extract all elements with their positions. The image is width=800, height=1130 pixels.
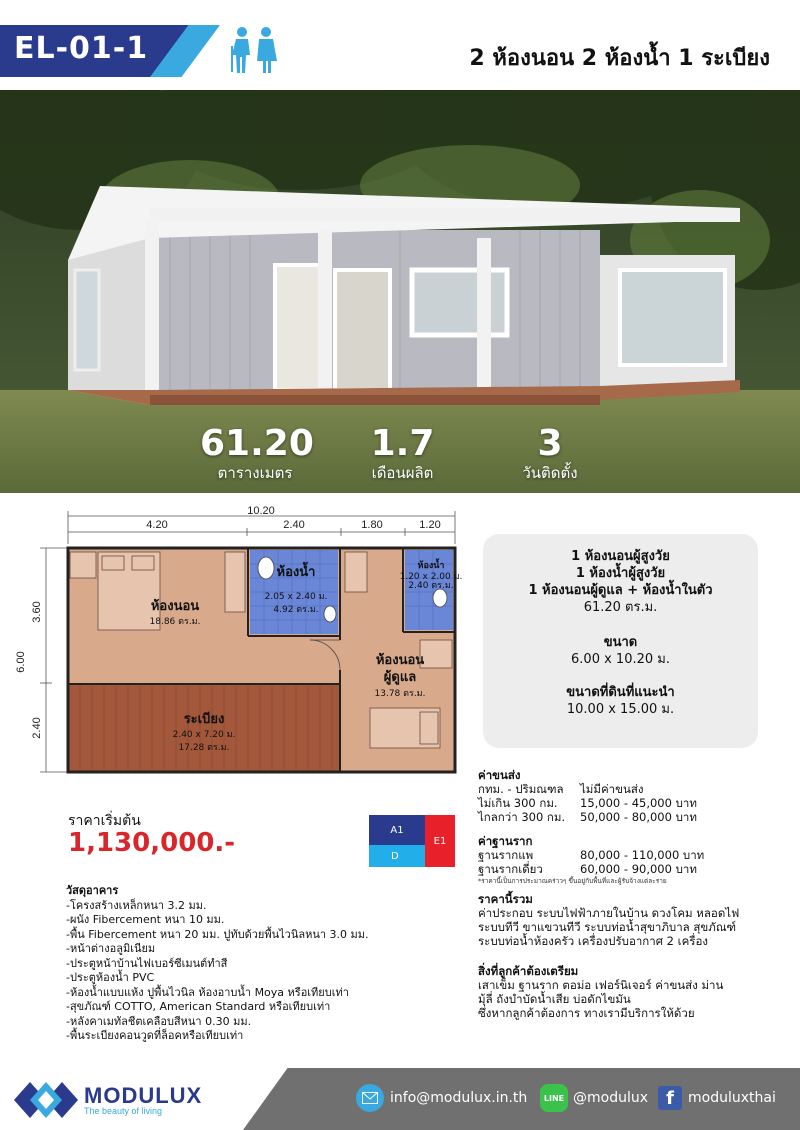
spec-size-value: 6.00 x 10.20 ม. <box>571 652 670 667</box>
shipping-row <box>478 796 788 810</box>
spec-line-2: 1 ห้องน้ำผู้สูงวัย <box>575 566 666 581</box>
shipping-zone: กทม. - ปริมณฑล <box>478 782 564 796</box>
spec-size-label: ขนาด <box>603 635 638 650</box>
dim-depth-1: 3.60 <box>31 601 43 623</box>
spec-line-1: 1 ห้องนอนผู้สูงวัย <box>571 549 670 564</box>
material-item: -ประตูหน้าบ้านไฟเบอร์ซีเมนต์ทำสี <box>66 956 228 970</box>
foundation-type: ฐานรากแพ <box>478 848 534 862</box>
shipping-zone: ไม่เกิน 300 กม. <box>478 796 558 810</box>
shipping-row <box>478 810 788 824</box>
material-item: -ประตูห้องน้ำ PVC <box>66 971 155 984</box>
room-bathroom-size: 2.05 x 2.40 ม. <box>264 592 328 602</box>
room-balcony-size: 2.40 x 7.20 ม. <box>172 730 236 740</box>
room-bedroom-name: ห้องนอน <box>150 599 200 614</box>
prep-line: เสาเข็ม ฐานราก ตอม่อ เฟอร์นิเจอร์ ค่าขนส่ง ม่าน <box>478 978 724 992</box>
shipping-price: 15,000 - 45,000 บาท <box>580 796 697 810</box>
color-a1: A1 <box>369 815 425 845</box>
foundation-note: *ราคานี้เป็นการประมาณคร่าวๆ ขึ้นอยู่กับพื้นที่และผู้รับจ้างแต่ละราย <box>478 877 667 885</box>
floor-plan <box>0 500 470 790</box>
dim-total-width: 10.20 <box>247 505 275 517</box>
materials-list <box>66 884 446 1044</box>
materials-heading: วัสดุอาคาร <box>66 884 119 897</box>
room-bathroom-small-size: 1.20 x 2.00 ม. <box>399 572 463 582</box>
shipping-price: 50,000 - 80,000 บาท <box>580 810 697 824</box>
stat-production-label: เดือนผลิต <box>371 464 434 482</box>
facebook-icon: f <box>658 1086 682 1110</box>
spec-card <box>483 534 758 748</box>
foundation-heading: ค่าฐานราก <box>478 834 533 848</box>
material-item: -ผนัง Fibercement หนา 10 มม. <box>66 913 225 926</box>
material-item: -สุขภัณฑ์ COTTO, American Standard หรือเทียบเท่า <box>66 1000 331 1013</box>
foundation-price: 60,000 - 90,000 บาท <box>580 862 697 876</box>
footer <box>0 1068 800 1130</box>
page-title: 2 ห้องนอน 2 ห้องน้ำ 1 ระเบียง <box>469 46 770 71</box>
dim-total-depth: 6.00 <box>15 651 27 673</box>
brand-name: MODULUX <box>84 1083 203 1108</box>
model-code: EL-01-1 <box>14 31 149 66</box>
dim-width-4: 1.20 <box>419 519 441 531</box>
room-caregiver-name-line2: ผู้ดูแล <box>383 670 417 685</box>
price-value: 1,130,000.- <box>68 828 236 858</box>
included-line: ระบบทีวี ขาแขวนทีวี ระบบท่อน้ำสุขาภิบาล สุขภัณฑ์ <box>478 920 737 934</box>
material-item: -ห้องน้ำแบบแห้ง ปูพื้นไวนิล ห้องอาบน้ำ Moya หรือเทียบเท่า <box>66 985 349 999</box>
spec-land-value: 10.00 x 15.00 ม. <box>566 702 675 717</box>
prep-heading: สิ่งที่ลูกค้าต้องเตรียม <box>478 964 579 978</box>
stat-area-value: 61.20 <box>200 423 314 464</box>
material-item: -พื้น Fibercement หนา 20 มม. ปูทับด้วยพื้นไวนิลหนา 3.0 มม. <box>66 927 369 941</box>
prep-line: มุ้ลี่ ถังบำบัดน้ำเสีย บ่อดักไขมัน <box>478 992 631 1006</box>
included-line: ระบบท่อน้ำห้องครัว เครื่องปรับอากาศ 2 เครื่อง <box>478 934 708 948</box>
stat-production <box>355 424 450 482</box>
dim-width-2: 2.40 <box>283 519 305 531</box>
color-e1: E1 <box>425 815 455 867</box>
room-bathroom-small-name: ห้องน้ำ <box>417 561 445 571</box>
stat-install-label: วันติดตั้ง <box>522 464 578 482</box>
stat-production-value: 1.7 <box>370 423 435 464</box>
material-item: -โครงสร้างเหล็กหนา 3.2 มม. <box>66 898 207 912</box>
email-link[interactable]: info@modulux.in.th <box>390 1090 528 1106</box>
stat-install <box>505 424 595 482</box>
page-header <box>0 0 800 90</box>
material-item: -หลังคาเมทัลชีตเคลือบสีหนา 0.30 มม. <box>66 1014 252 1028</box>
room-bathroom-name: ห้องน้ำ <box>276 565 316 580</box>
room-caregiver-name-line1: ห้องนอน <box>375 653 425 668</box>
shipping-row <box>478 782 788 796</box>
shipping-heading: ค่าขนส่ง <box>478 768 521 782</box>
foundation-row <box>478 862 788 876</box>
stat-area <box>200 423 314 482</box>
shipping-price: ไม่มีค่าขนส่ง <box>580 782 644 796</box>
color-options <box>369 815 455 867</box>
brand-tagline: The beauty of living <box>84 1106 163 1116</box>
shipping-zone: ไกลกว่า 300 กม. <box>478 810 566 824</box>
included-line: ค่าประกอบ ระบบไฟฟ้าภายในบ้าน ดวงโคม หลอดไฟ <box>478 906 740 920</box>
spec-area: 61.20 ตร.ม. <box>583 600 658 615</box>
room-caregiver-area: 13.78 ตร.ม. <box>374 689 426 699</box>
foundation-type: ฐานรากเดี่ยว <box>478 862 543 876</box>
prep-line: ซึ่งหากลูกค้าต้องการ ทางเรามีบริการให้ด้วย <box>478 1006 695 1020</box>
dim-width-1: 4.20 <box>146 519 168 531</box>
modulux-logo-icon <box>14 1076 78 1124</box>
line-icon: LINE <box>540 1084 568 1112</box>
stat-area-label: ตารางเมตร <box>217 464 293 482</box>
room-bedroom-area: 18.86 ตร.ม. <box>149 617 201 627</box>
line-link[interactable]: @modulux <box>573 1090 649 1106</box>
stat-install-value: 3 <box>537 423 563 464</box>
spec-line-3: 1 ห้องนอนผู้ดูแล + ห้องน้ำในตัว <box>528 583 713 598</box>
material-item: -หน้าต่างอลูมิเนียม <box>66 942 156 955</box>
dim-width-3: 1.80 <box>361 519 383 531</box>
room-balcony-area: 17.28 ตร.ม. <box>178 743 230 753</box>
spec-land-label: ขนาดที่ดินที่แนะนำ <box>566 685 675 700</box>
room-bathroom-small-area: 2.40 ตร.ม. <box>408 581 454 591</box>
price-label: ราคาเริ่มต้น <box>68 813 141 829</box>
dim-depth-2: 2.40 <box>31 717 43 739</box>
included-heading: ราคานี้รวม <box>478 892 533 906</box>
pricing-details <box>478 768 788 1020</box>
foundation-price: 80,000 - 110,000 บาท <box>580 848 705 862</box>
room-bathroom-area: 4.92 ตร.ม. <box>273 605 319 615</box>
room-balcony-name: ระเบียง <box>183 712 225 727</box>
color-d: D <box>369 845 425 867</box>
foundation-row <box>478 848 788 862</box>
material-item: -พื้นระเบียงคอนวูดที่ล็อคหรือเทียบเท่า <box>66 1029 244 1042</box>
elderly-couple-icon <box>226 26 282 74</box>
facebook-link[interactable]: moduluxthai <box>688 1090 776 1106</box>
email-icon <box>356 1084 384 1112</box>
